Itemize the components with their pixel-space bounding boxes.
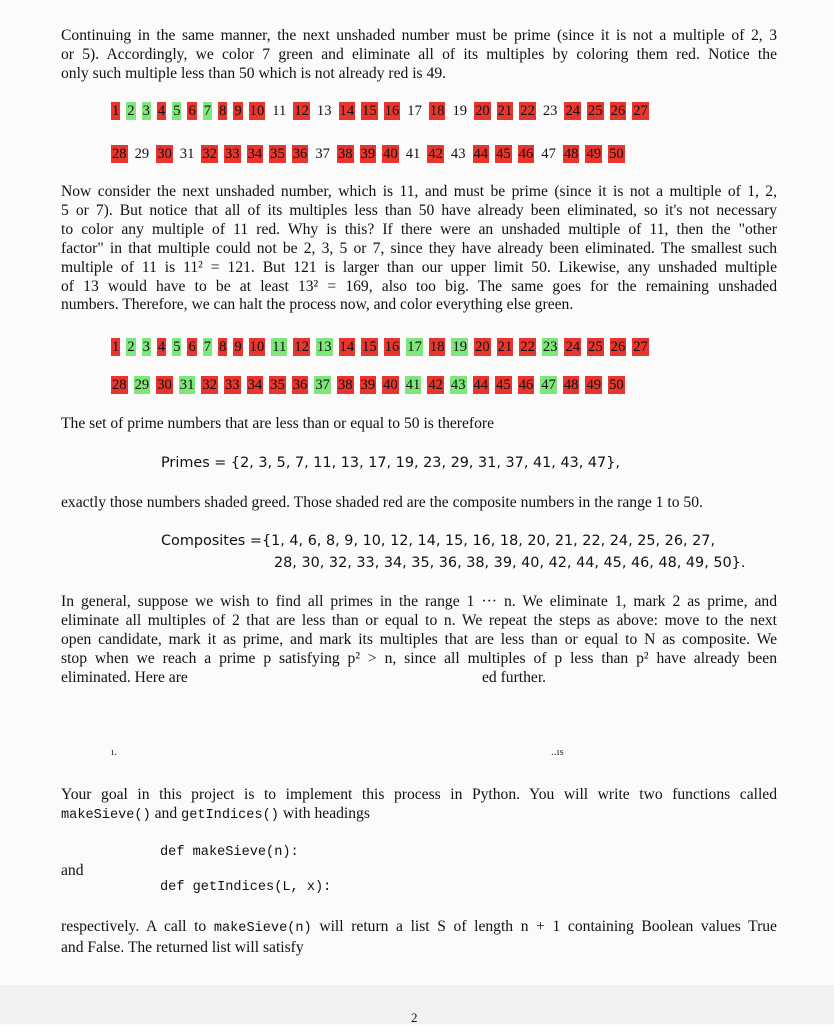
paragraph-sieve-continue xyxy=(61,27,777,84)
number-cell-24: 24 xyxy=(565,103,581,119)
text-line: eliminate all multiples of 2 that are less than or equal to n. We repeat the steps as above: move to the next xyxy=(61,611,777,629)
number-cell-1: 1 xyxy=(112,339,120,355)
text-span: will return a list S of length n + 1 containing Boolean values True xyxy=(311,918,777,935)
number-cell-35: 35 xyxy=(270,377,285,393)
number-cell-39: 39 xyxy=(360,146,376,162)
number-cell-41: 41 xyxy=(405,377,421,393)
number-cell-49: 49 xyxy=(586,377,602,393)
paragraph-project-goal xyxy=(61,786,777,826)
number-cell-5: 5 xyxy=(173,339,181,355)
number-cell-38: 38 xyxy=(337,146,353,162)
number-cell-14: 14 xyxy=(339,103,355,119)
number-cell-42: 42 xyxy=(428,146,443,162)
number-cell-9: 9 xyxy=(234,339,242,355)
number-cell-36: 36 xyxy=(292,146,308,162)
number-cell-3: 3 xyxy=(142,339,150,355)
number-cell-42: 42 xyxy=(428,377,443,393)
number-cell-13: 13 xyxy=(316,103,332,119)
text-line: 5 or 7). But notice that all of its multiples less than 50 have already been eliminated, so it's not necessary xyxy=(61,201,777,219)
text-line-truncated xyxy=(61,669,777,687)
obscured-fragment-left: ı. xyxy=(111,746,117,758)
number-cell-8: 8 xyxy=(219,339,227,355)
number-cell-20: 20 xyxy=(475,339,490,355)
number-cell-27: 27 xyxy=(633,103,648,119)
obscured-fragment-right: ..ıs xyxy=(551,746,564,758)
number-cell-34: 34 xyxy=(247,377,263,393)
number-cell-26: 26 xyxy=(610,103,626,119)
number-cell-46: 46 xyxy=(518,146,534,162)
primes-equation xyxy=(161,455,620,471)
number-cell-10: 10 xyxy=(249,103,265,119)
number-cell-21: 21 xyxy=(497,103,513,119)
number-cell-32: 32 xyxy=(202,146,217,162)
number-cell-6: 6 xyxy=(188,339,196,355)
number-cell-18: 18 xyxy=(429,339,445,355)
text-line: of 13 would have to be at least 13² = 169, also too big. The same goes for the remaining unshaded xyxy=(61,277,777,295)
paragraph-general-method xyxy=(61,593,777,669)
number-cell-28: 28 xyxy=(112,377,127,393)
number-cell-5: 5 xyxy=(173,103,181,119)
number-cell-15: 15 xyxy=(362,103,377,119)
number-cell-7: 7 xyxy=(203,103,212,119)
number-cell-26: 26 xyxy=(610,339,626,355)
text-line: factor" in that multiple could not be 2, 3, 5 or 7, since they have already been eliminated. The smallest such xyxy=(61,239,777,257)
number-grid-2-row-1 xyxy=(111,338,655,358)
number-cell-18: 18 xyxy=(429,103,445,119)
number-cell-50: 50 xyxy=(609,377,624,393)
primes-label: Primes = xyxy=(161,455,231,471)
number-cell-38: 38 xyxy=(337,377,353,393)
text-span: respectively. A call to xyxy=(61,918,214,935)
number-cell-22: 22 xyxy=(520,339,535,355)
number-cell-23: 23 xyxy=(542,339,558,355)
number-cell-19: 19 xyxy=(452,339,468,355)
number-cell-11: 11 xyxy=(272,339,287,355)
composites-equation xyxy=(161,533,715,549)
function-name-makesieve: makeSieve() xyxy=(61,807,151,823)
number-cell-11: 11 xyxy=(272,103,287,119)
text-line: only such multiple less than 50 which is not already red is 49. xyxy=(61,64,447,82)
number-cell-37: 37 xyxy=(315,377,330,393)
number-cell-29: 29 xyxy=(134,377,150,393)
number-cell-30: 30 xyxy=(157,146,172,162)
number-cell-10: 10 xyxy=(249,339,265,355)
number-grid-1-row-2 xyxy=(111,145,631,165)
number-cell-21: 21 xyxy=(497,339,513,355)
number-cell-47: 47 xyxy=(541,377,556,393)
number-cell-19: 19 xyxy=(452,103,468,119)
code-getindices-heading: def getIndices(L, x): xyxy=(160,880,332,895)
number-cell-25: 25 xyxy=(588,339,603,355)
number-cell-41: 41 xyxy=(405,146,421,162)
text-line xyxy=(61,805,777,826)
composites-set-line-1: {1, 4, 6, 8, 9, 10, 12, 14, 15, 16, 18, 20, 21, 22, 24, 25, 26, 27, xyxy=(261,533,716,549)
number-cell-33: 33 xyxy=(224,377,240,393)
number-cell-27: 27 xyxy=(633,339,648,355)
number-grid-2-row-2 xyxy=(111,376,631,396)
text-line: or 5). Accordingly, we color 7 green and eliminate all of its multiples by coloring them red. Notice the xyxy=(61,45,777,63)
and-word: and xyxy=(61,862,84,879)
number-cell-8: 8 xyxy=(219,103,227,119)
number-cell-1: 1 xyxy=(112,103,120,119)
number-cell-16: 16 xyxy=(384,339,400,355)
number-cell-17: 17 xyxy=(407,103,422,119)
number-cell-22: 22 xyxy=(520,103,535,119)
number-cell-48: 48 xyxy=(563,146,579,162)
number-grid-1-row-1 xyxy=(111,102,655,122)
number-cell-32: 32 xyxy=(202,377,217,393)
number-cell-24: 24 xyxy=(565,339,581,355)
number-cell-4: 4 xyxy=(157,103,166,119)
text-line: Continuing in the same manner, the next unshaded number must be prime (since it is not a multiple of 2, 3 xyxy=(61,27,777,44)
number-cell-31: 31 xyxy=(179,146,195,162)
number-cell-39: 39 xyxy=(360,377,376,393)
composites-label: Composites = xyxy=(161,533,262,549)
connector-text: and xyxy=(150,804,182,822)
text-line: to color any multiple of 11 red. Why is this? If there were an unshaded multiple of 11, then the "other xyxy=(61,220,777,238)
number-cell-50: 50 xyxy=(609,146,624,162)
truncated-start: eliminated. Here are xyxy=(61,669,188,686)
paragraph-respectively xyxy=(61,918,777,958)
number-cell-2: 2 xyxy=(127,339,135,355)
number-cell-29: 29 xyxy=(134,146,150,162)
number-cell-34: 34 xyxy=(247,146,263,162)
number-cell-33: 33 xyxy=(224,146,240,162)
number-cell-45: 45 xyxy=(496,377,511,393)
primes-intro: The set of prime numbers that are less than or equal to 50 is therefore xyxy=(61,415,495,432)
text-line: stop when we reach a prime p satisfying p² > n, since all multiples of p less than p² have already been xyxy=(61,649,777,667)
number-cell-44: 44 xyxy=(473,377,489,393)
text-line xyxy=(61,918,777,939)
composites-set-line-2: 28, 30, 32, 33, 34, 35, 36, 38, 39, 40, 42, 44, 45, 46, 48, 49, 50}. xyxy=(274,555,746,571)
number-cell-44: 44 xyxy=(473,146,489,162)
code-makesieve-heading: def makeSieve(n): xyxy=(160,845,299,860)
number-cell-20: 20 xyxy=(475,103,490,119)
number-cell-49: 49 xyxy=(586,146,602,162)
page-number: 2 xyxy=(411,1010,418,1025)
number-cell-43: 43 xyxy=(450,377,466,393)
number-cell-47: 47 xyxy=(541,146,556,162)
number-cell-12: 12 xyxy=(294,103,309,119)
number-cell-25: 25 xyxy=(588,103,603,119)
truncated-end: ed further. xyxy=(482,669,547,686)
text-line: open candidate, mark it as prime, and mark its multiples that are less than or equal to N as composite. We xyxy=(61,630,777,648)
text-line: Your goal in this project is to implement this process in Python. You will write two functions called xyxy=(61,786,777,803)
number-cell-14: 14 xyxy=(339,339,355,355)
inline-code-makesieve-call: makeSieve(n) xyxy=(213,921,312,936)
number-cell-40: 40 xyxy=(383,377,398,393)
number-cell-12: 12 xyxy=(294,339,309,355)
number-cell-16: 16 xyxy=(384,103,400,119)
paragraph-halt-process xyxy=(61,183,777,315)
number-cell-17: 17 xyxy=(407,339,422,355)
text-line: multiple of 11 is 11² = 121. But 121 is larger than our upper limit 50. Likewise, any unshaded multiple xyxy=(61,258,777,276)
primes-explanation: exactly those numbers shaded greed. Those shaded red are the composite numbers in the range 1 to 50. xyxy=(61,494,703,511)
number-cell-31: 31 xyxy=(179,377,195,393)
number-cell-30: 30 xyxy=(157,377,172,393)
number-cell-13: 13 xyxy=(316,339,332,355)
number-cell-36: 36 xyxy=(292,377,308,393)
function-name-getindices: getIndices() xyxy=(181,807,279,823)
number-cell-37: 37 xyxy=(315,146,330,162)
number-cell-15: 15 xyxy=(362,339,377,355)
number-cell-40: 40 xyxy=(383,146,398,162)
number-cell-43: 43 xyxy=(450,146,466,162)
number-cell-4: 4 xyxy=(157,339,166,355)
text-line: In general, suppose we wish to find all primes in the range 1 ··· n. We eliminate 1, mark 2 as prime, and xyxy=(61,593,777,610)
primes-set: {2, 3, 5, 7, 11, 13, 17, 19, 23, 29, 31, 37, 41, 43, 47}, xyxy=(230,455,620,471)
number-cell-48: 48 xyxy=(563,377,579,393)
text-line: and False. The returned list will satisfy xyxy=(61,938,304,956)
number-cell-23: 23 xyxy=(542,103,558,119)
number-cell-7: 7 xyxy=(203,339,212,355)
number-cell-35: 35 xyxy=(270,146,285,162)
number-cell-46: 46 xyxy=(518,377,534,393)
number-cell-28: 28 xyxy=(112,146,127,162)
connector-text: with headings xyxy=(278,804,370,822)
number-cell-45: 45 xyxy=(496,146,511,162)
number-cell-9: 9 xyxy=(234,103,242,119)
number-cell-6: 6 xyxy=(188,103,196,119)
number-cell-2: 2 xyxy=(127,103,135,119)
text-line: numbers. Therefore, we can halt the process now, and color everything else green. xyxy=(61,296,574,314)
text-line: Now consider the next unshaded number, which is 11, and must be prime (since it is not a multiple of 1, 2, xyxy=(61,183,777,200)
number-cell-3: 3 xyxy=(142,103,150,119)
